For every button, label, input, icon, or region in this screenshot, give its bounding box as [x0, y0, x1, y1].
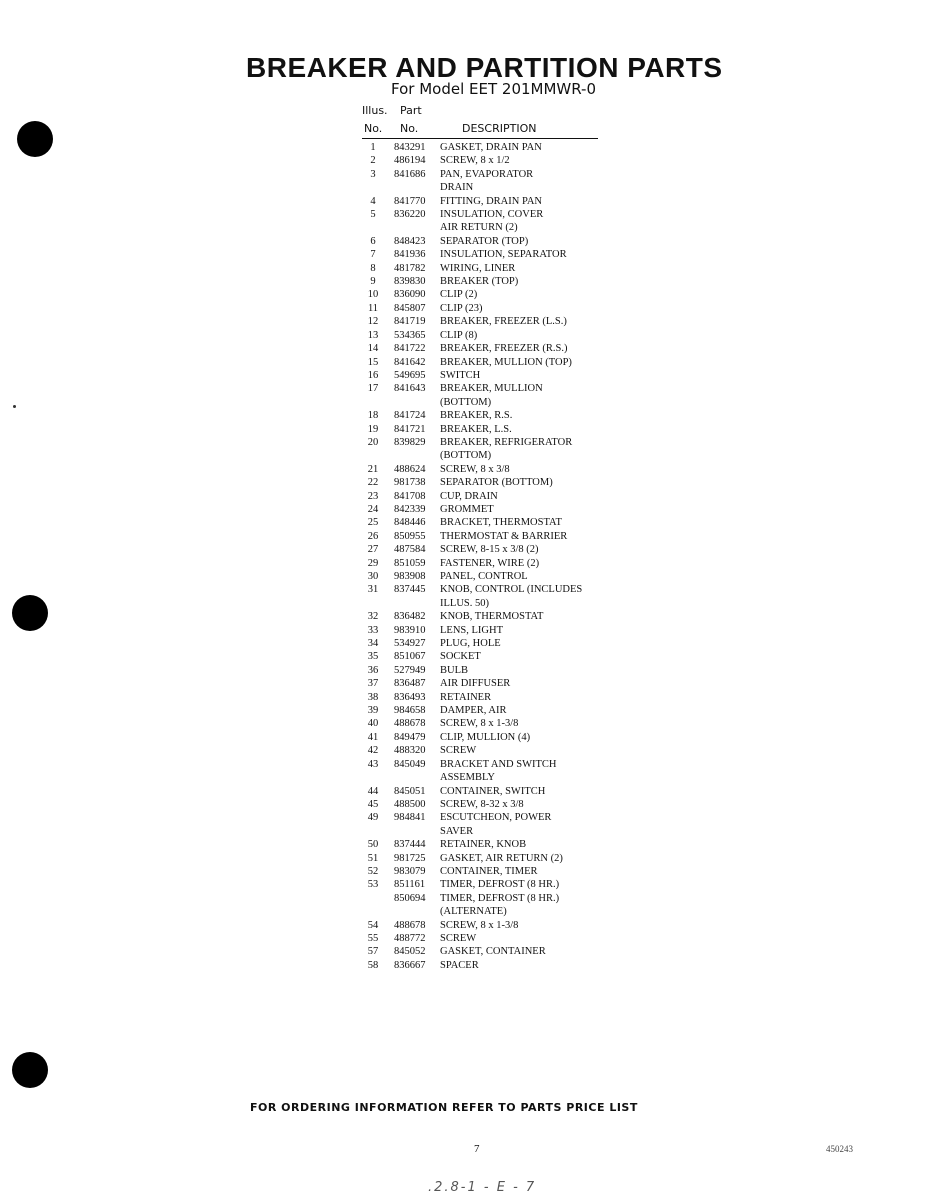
illus-no: 21	[367, 463, 379, 475]
description: PAN, EVAPORATOR DRAIN	[440, 168, 534, 194]
table-row	[362, 342, 622, 355]
illus-no: 31	[367, 584, 379, 596]
part-no: 841722	[394, 343, 426, 355]
illus-no: 16	[367, 369, 379, 381]
illus-no: 57	[367, 946, 379, 958]
part-no: 851059	[394, 557, 426, 569]
part-no: 848423	[394, 235, 426, 247]
table-row	[362, 423, 622, 436]
illus-no: 19	[367, 423, 379, 435]
illus-no: 24	[367, 503, 379, 515]
part-no: 488772	[394, 932, 426, 944]
table-row	[362, 543, 622, 556]
description: CLIP (23)	[440, 302, 483, 314]
illus-no: 11	[367, 302, 379, 314]
description: GROMMET	[440, 503, 494, 515]
description: FASTENER, WIRE (2)	[440, 557, 540, 569]
description: RETAINER	[440, 691, 492, 703]
description: CONTAINER, TIMER	[440, 865, 538, 877]
table-row	[362, 382, 622, 409]
description: TIMER, DEFROST (8 HR.) (ALTERNATE)	[440, 892, 560, 918]
table-row	[362, 959, 622, 972]
description: GASKET, CONTAINER	[440, 946, 546, 958]
illus-no: 50	[367, 839, 379, 851]
description: LENS, LIGHT	[440, 624, 503, 636]
model-subtitle: For Model EET 201MMWR-0	[391, 80, 597, 98]
description: BREAKER, REFRIGERATOR (BOTTOM)	[440, 436, 573, 462]
part-no: 488678	[394, 718, 426, 730]
description: THERMOSTAT & BARRIER	[440, 530, 568, 542]
description: BRACKET, THERMOSTAT	[440, 517, 562, 529]
illus-no: 10	[367, 289, 379, 301]
table-row	[362, 463, 622, 476]
col-header-description: DESCRIPTION	[462, 122, 537, 135]
scan-speck	[13, 405, 16, 408]
header-rule	[362, 138, 598, 139]
part-no: 549695	[394, 369, 426, 381]
part-no: 984841	[394, 812, 426, 824]
table-row	[362, 610, 622, 623]
table-row	[362, 235, 622, 248]
table-row	[362, 288, 622, 301]
table-row	[362, 637, 622, 650]
document-code: 450243	[826, 1144, 853, 1154]
part-no: 836090	[394, 289, 426, 301]
illus-no: 49	[367, 812, 379, 824]
part-no: 487584	[394, 544, 426, 556]
part-no: 983910	[394, 624, 426, 636]
part-no: 981738	[394, 477, 426, 489]
description: CONTAINER, SWITCH	[440, 785, 546, 797]
description: SEPARATOR (TOP)	[440, 235, 529, 247]
part-no: 841708	[394, 490, 426, 502]
part-no: 848446	[394, 517, 426, 529]
description: GASKET, DRAIN PAN	[440, 142, 542, 153]
table-row	[362, 717, 622, 730]
illus-no: 6	[370, 235, 376, 247]
description: SCREW, 8 x 1-3/8	[440, 919, 519, 931]
table-row	[362, 691, 622, 704]
table-row	[362, 516, 622, 529]
description: SCREW, 8 x 1-3/8	[440, 718, 519, 730]
description: AIR DIFFUSER	[440, 678, 511, 690]
description: SWITCH	[440, 369, 481, 381]
part-no: 983908	[394, 571, 426, 582]
description: DAMPER, AIR	[440, 705, 507, 717]
description: SCREW, 8 x 3/8	[440, 463, 510, 475]
description: KNOB, THERMOSTAT	[440, 611, 544, 623]
page-title: BREAKER AND PARTITION PARTS	[246, 52, 723, 83]
part-no: 836482	[394, 611, 426, 623]
table-row	[362, 208, 622, 235]
part-no: 845807	[394, 302, 426, 314]
part-no: 841643	[394, 383, 426, 395]
illus-no: 30	[367, 571, 379, 582]
table-row	[362, 409, 622, 422]
col-header-illus-top: Illus.	[362, 104, 388, 117]
part-no: 851067	[394, 651, 426, 663]
illus-no: 39	[367, 705, 379, 717]
table-row	[362, 919, 622, 932]
table-row	[362, 195, 622, 208]
illus-no: 9	[370, 276, 376, 288]
description: BREAKER (TOP)	[440, 276, 519, 288]
illus-no: 8	[370, 262, 376, 274]
part-no: 836493	[394, 691, 426, 703]
illus-no: 54	[367, 919, 379, 931]
description: CUP, DRAIN	[440, 490, 498, 502]
illus-no: 3	[370, 168, 376, 180]
description: TIMER, DEFROST (8 HR.)	[440, 879, 560, 891]
part-no: 841724	[394, 410, 426, 422]
description: BREAKER, R.S.	[440, 410, 513, 422]
part-no: 534927	[394, 638, 426, 650]
description: SPACER	[440, 959, 479, 971]
description: PANEL, CONTROL	[440, 571, 528, 582]
part-no: 839830	[394, 276, 426, 288]
illus-no: 25	[367, 517, 379, 529]
table-row	[362, 932, 622, 945]
table-row	[362, 557, 622, 570]
illus-no: 29	[367, 557, 379, 569]
part-no: 851161	[394, 879, 426, 891]
description: BREAKER, FREEZER (L.S.)	[440, 316, 567, 328]
description: INSULATION, COVER AIR RETURN (2)	[440, 209, 544, 234]
description: ESCUTCHEON, POWER SAVER	[440, 812, 552, 837]
table-row	[362, 704, 622, 717]
illus-no: 18	[367, 410, 379, 422]
illus-no: 15	[367, 356, 379, 368]
illus-no: 33	[367, 624, 379, 636]
illus-no: 26	[367, 530, 379, 542]
table-row	[362, 262, 622, 275]
table-row	[362, 852, 622, 865]
illus-no: 22	[367, 477, 379, 489]
illus-no: 40	[367, 718, 379, 730]
table-row	[362, 744, 622, 757]
part-no: 841770	[394, 195, 426, 207]
illus-no: 4	[370, 195, 376, 207]
table-row	[362, 476, 622, 489]
part-no: 850955	[394, 530, 426, 542]
illus-no: 1	[370, 142, 376, 153]
table-row	[362, 248, 622, 261]
table-row	[362, 154, 622, 167]
description: INSULATION, SEPARATOR	[440, 249, 567, 261]
illus-no: 5	[370, 209, 376, 221]
part-no: 488624	[394, 463, 426, 475]
col-header-illus: No.	[364, 122, 383, 135]
illus-no: 13	[367, 329, 379, 341]
description: SCREW	[440, 932, 477, 944]
description: SCREW, 8-32 x 3/8	[440, 798, 524, 810]
table-row	[362, 570, 622, 583]
table-row	[362, 945, 622, 958]
description: RETAINER, KNOB	[440, 839, 527, 851]
punch-hole-middle	[12, 595, 48, 631]
part-no: 534365	[394, 329, 426, 341]
illus-no	[362, 892, 384, 919]
illus-no: 12	[367, 316, 379, 328]
part-no: 843291	[394, 142, 426, 153]
description: SCREW, 8-15 x 3/8 (2)	[440, 544, 539, 556]
description: GASKET, AIR RETURN (2)	[440, 852, 563, 864]
illus-no: 55	[367, 932, 379, 944]
table-row	[362, 758, 622, 785]
table-row	[362, 865, 622, 878]
part-no: 839829	[394, 436, 426, 448]
part-no: 841686	[394, 168, 426, 180]
table-row	[362, 677, 622, 690]
illus-no: 2	[370, 155, 376, 167]
description: SCREW	[440, 745, 477, 757]
table-row	[362, 329, 622, 342]
table-row	[362, 490, 622, 503]
description: CLIP (2)	[440, 289, 478, 301]
illus-no: 36	[367, 664, 379, 676]
part-no: 850694	[394, 892, 426, 904]
part-no: 836487	[394, 678, 426, 690]
table-row	[362, 798, 622, 811]
part-no: 841936	[394, 249, 426, 261]
illus-no: 32	[367, 611, 379, 623]
illus-no: 23	[367, 490, 379, 502]
table-row	[362, 731, 622, 744]
table-row	[362, 811, 622, 838]
illus-no: 7	[370, 249, 376, 261]
illus-no: 41	[367, 731, 379, 743]
part-no: 488320	[394, 745, 426, 757]
col-header-part: No.	[400, 122, 419, 135]
description: KNOB, CONTROL (INCLUDES ILLUS. 50)	[440, 584, 583, 609]
description: BREAKER, MULLION (TOP)	[440, 356, 572, 368]
description: SCREW, 8 x 1/2	[440, 155, 510, 167]
description: BREAKER, L.S.	[440, 423, 512, 435]
illus-no: 53	[367, 879, 379, 891]
part-no: 841719	[394, 316, 426, 328]
page-number: 7	[474, 1143, 480, 1155]
table-row	[362, 878, 622, 891]
table-row	[362, 650, 622, 663]
table-row	[362, 369, 622, 382]
table-row	[362, 530, 622, 543]
illus-no: 42	[367, 745, 379, 757]
part-no: 837444	[394, 839, 426, 851]
illus-no: 20	[367, 436, 379, 448]
illus-no: 34	[367, 638, 379, 650]
illus-no: 51	[367, 852, 379, 864]
part-no: 836667	[394, 959, 426, 971]
description: BRACKET AND SWITCH ASSEMBLY	[440, 758, 557, 784]
col-header-part-top: Part	[400, 104, 422, 117]
table-row	[362, 892, 622, 919]
description: BREAKER, MULLION (BOTTOM)	[440, 383, 543, 408]
parts-table	[362, 141, 622, 972]
description: WIRING, LINER	[440, 262, 516, 274]
part-no: 984658	[394, 705, 426, 717]
illus-no: 38	[367, 691, 379, 703]
illus-no: 35	[367, 651, 379, 663]
part-no: 845049	[394, 758, 426, 770]
part-no: 481782	[394, 262, 426, 274]
description: SOCKET	[440, 651, 481, 663]
part-no: 849479	[394, 731, 426, 743]
table-row	[362, 624, 622, 637]
illus-no: 43	[367, 758, 379, 770]
table-row	[362, 315, 622, 328]
illus-no: 45	[367, 798, 379, 810]
description: BREAKER, FREEZER (R.S.)	[440, 343, 568, 355]
description: PLUG, HOLE	[440, 638, 501, 650]
table-row	[362, 168, 622, 195]
description: FITTING, DRAIN PAN	[440, 195, 542, 207]
table-row	[362, 356, 622, 369]
table-row	[362, 141, 622, 154]
table-row	[362, 838, 622, 851]
table-row	[362, 583, 622, 610]
handwritten-note: .2.8-1 - E - 7	[428, 1180, 537, 1195]
part-no: 983079	[394, 865, 426, 877]
punch-hole-bottom	[12, 1052, 48, 1088]
part-no: 845052	[394, 946, 426, 958]
illus-no: 27	[367, 544, 379, 556]
part-no: 836220	[394, 209, 426, 221]
part-no: 527949	[394, 664, 426, 676]
part-no: 845051	[394, 785, 426, 797]
part-no: 488678	[394, 919, 426, 931]
description: CLIP, MULLION (4)	[440, 731, 531, 743]
part-no: 981725	[394, 852, 426, 864]
part-no: 841721	[394, 423, 426, 435]
part-no: 486194	[394, 155, 426, 167]
ordering-note: FOR ORDERING INFORMATION REFER TO PARTS PRICE LIST	[250, 1101, 638, 1114]
description: SEPARATOR (BOTTOM)	[440, 477, 553, 489]
punch-hole-top	[17, 121, 53, 157]
part-no: 841642	[394, 356, 426, 368]
table-row	[362, 436, 622, 463]
table-row	[362, 503, 622, 516]
illus-no: 17	[367, 383, 379, 395]
table-row	[362, 302, 622, 315]
illus-no: 37	[367, 678, 379, 690]
part-no: 837445	[394, 584, 426, 596]
description: CLIP (8)	[440, 329, 478, 341]
part-no: 842339	[394, 503, 426, 515]
table-row	[362, 275, 622, 288]
table-row	[362, 664, 622, 677]
illus-no: 58	[367, 959, 379, 971]
description: BULB	[440, 664, 469, 676]
table-row	[362, 785, 622, 798]
illus-no: 52	[367, 865, 379, 877]
illus-no: 44	[367, 785, 379, 797]
illus-no: 14	[367, 343, 379, 355]
part-no: 488500	[394, 798, 426, 810]
